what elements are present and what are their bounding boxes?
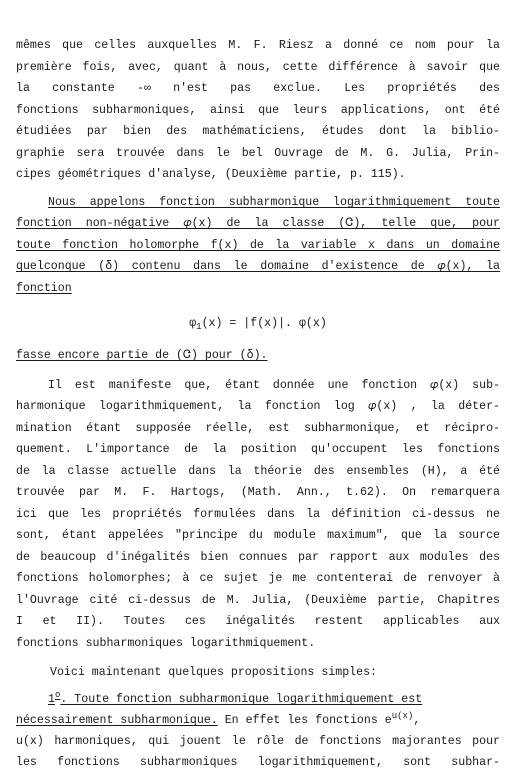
formula-lhs: φ [189,317,197,330]
proposition-number: 1 [48,693,55,706]
formula-subscript: 1 [196,322,202,332]
definition-line: fonction [16,282,72,295]
proposition-text: . Toute fonction subharmonique logarithmiquement est [60,693,423,706]
text-line: mination étant supposée réelle, est subharmonique, et récipro- [16,422,500,435]
text-line: étudiées par bien des mathématiciens, études dont la biblio- [16,125,500,138]
proposition-text: nécessairement subharmonique. [16,714,218,727]
text-fragment: En effet les fonctions e [217,714,392,727]
text-line: Voici maintenant quelques propositions simples: [50,666,377,679]
proposition-line [16,713,500,729]
definition-line: quelconque (δ) contenu dans le domaine d'existence de 𝜑(x), la [16,260,500,273]
definition-line: Nous appelons fonction subharmonique logarithmiquement toute [48,196,500,209]
text-line: cipes géométriques d'analyse, (Deuxième partie, p. 115). [16,168,406,181]
definition-line: toute fonction holomorphe f(x) de la variable x dans un domaine [16,239,500,252]
formula [0,316,516,332]
text-line: première fois, avec, quant à nous, cette différence à savoir que [16,61,500,74]
text-line: la constante -∞ n'est pas exclue. Les propriétés des [16,82,500,95]
text-fragment: , [413,714,421,727]
text-line: quement. L'importance de la position qu'occupent les fonctions [16,443,500,456]
text-line: de la classe actuelle dans la théorie des ensembles (H), a été [16,465,500,478]
text-line: fonctions subharmoniques logarithmiquement. [16,637,316,650]
text-line: trouvée par M. F. Hartogs, (Math. Ann., t.62). On remarquera [16,486,500,499]
text-line: I et II). Toutes ces inégalités restent applicables aux [16,615,500,628]
exponent: u(x) [391,711,414,721]
proposition-degree: o [54,690,61,700]
text-line: graphie sera trouvée dans le bel Ouvrage de M. G. Julia, Prin- [16,147,500,160]
text-line: mêmes que celles auxquelles M. F. Riesz a donné ce nom pour la [16,39,500,52]
text-line: u(x) harmoniques, qui jouent le rôle de fonctions majorantes pour [16,735,500,748]
text-line: de beaucoup d'inégalités bien connues par rapport aux modules des [16,551,500,564]
text-line: harmonique logarithmiquement, la fonction log 𝜑(x) , la déter- [16,400,500,413]
text-line: sont, étant appelées "principe du module maximum", que la source [16,529,500,542]
text-line: fonctions holomorphes; à ce sujet je me contenterai de renvoyer à [16,572,500,585]
definition-line: fonction non-négative 𝜑(x) de la classe (Ꮳ), telle que, pour [16,217,500,230]
formula-rhs: (x) = |f(x)|. φ(x) [201,317,327,330]
text-line: fonctions subharmoniques, ainsi que leurs applications, ont été [16,104,500,117]
text-line: l'Ouvrage cité ci-dessus de M. Julia, (Deuxième partie, Chapitres [16,594,500,607]
definition-line: fasse encore partie de (Ꮳ) pour (δ). [16,349,268,362]
text-line: Il est manifeste que, étant donnée une fonction 𝜑(x) sub- [48,379,500,392]
proposition-line [48,692,500,708]
text-line: ici que les propriétés formulées dans la définition ci-dessus ne [16,508,500,521]
text-line: les fonctions subharmoniques logarithmiquement, sont subhar- [16,756,500,769]
